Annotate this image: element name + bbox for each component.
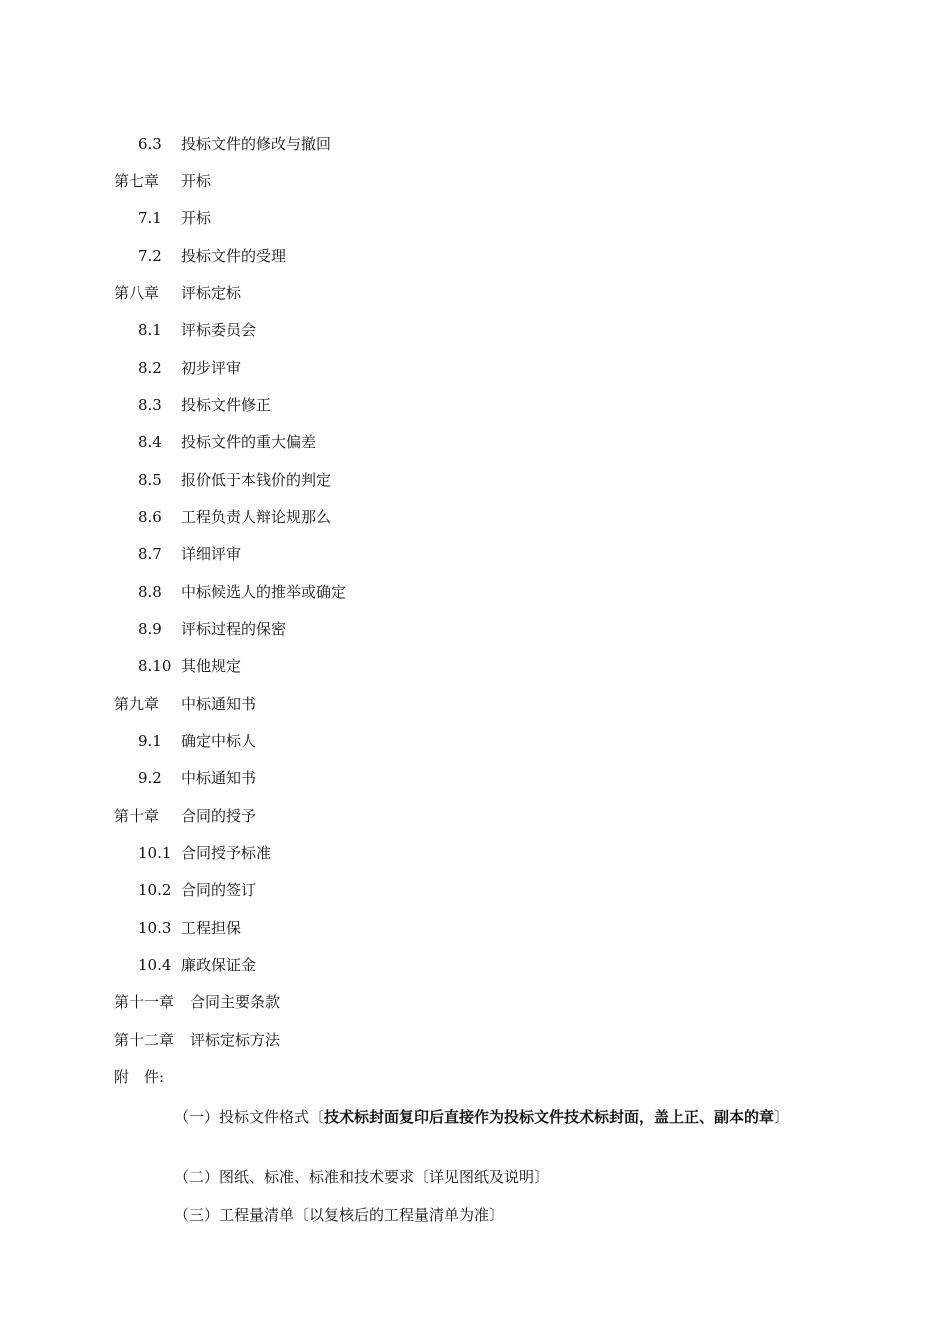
toc-title: 评标过程的保密 [181, 620, 287, 638]
chapter-number: 第八章 [114, 284, 160, 302]
toc-number: 8.5 [138, 471, 162, 489]
toc-number: 10.2 [138, 881, 172, 899]
chapter-title: 中标通知书 [181, 695, 257, 713]
toc-title: 详细评审 [181, 545, 242, 563]
toc-number: 9.2 [138, 769, 162, 787]
toc-number: 8.3 [138, 396, 162, 414]
toc-title: 投标文件的修改与撤回 [181, 135, 332, 153]
toc-number: 10.3 [138, 919, 172, 937]
toc-entry [138, 582, 346, 602]
chapter-number: 第十二章 [114, 1031, 175, 1049]
toc-chapter [114, 806, 256, 826]
chapter-number: 第十一章 [114, 993, 175, 1011]
toc-entry [138, 544, 241, 564]
toc-chapter [114, 1030, 280, 1050]
attachments-label: 附 件: [114, 1068, 165, 1086]
toc-number: 8.8 [138, 583, 162, 601]
toc-entry [138, 918, 241, 938]
toc-entry [138, 358, 241, 378]
toc-title: 廉政保证金 [181, 956, 257, 974]
toc-entry [138, 208, 211, 228]
chapter-title: 合同的授予 [181, 807, 257, 825]
toc-entry [138, 134, 331, 154]
toc-number: 9.1 [138, 732, 162, 750]
toc-entry [138, 395, 271, 415]
toc-number: 8.7 [138, 545, 162, 563]
toc-entry [138, 843, 271, 863]
attachment-bold-text: 技术标封面复印后直接作为投标文件技术标封面，盖上正、副本的章 [324, 1108, 775, 1126]
toc-number: 7.1 [138, 209, 162, 227]
toc-chapter [114, 283, 241, 303]
toc-title: 合同的签订 [181, 881, 257, 899]
toc-title: 合同授予标准 [181, 844, 272, 862]
attachment-suffix: 〕 [774, 1108, 790, 1126]
chapter-title: 评标定标方法 [190, 1031, 281, 1049]
toc-entry [138, 246, 286, 266]
chapter-number: 第七章 [114, 172, 160, 190]
attachment-item-3: （三）工程量清单〔以复核后的工程量清单为准〕 [174, 1206, 505, 1224]
toc-number: 8.9 [138, 620, 162, 638]
toc-entry [138, 955, 256, 975]
toc-number: 7.2 [138, 247, 162, 265]
toc-title: 其他规定 [181, 657, 242, 675]
toc-entry [138, 432, 316, 452]
chapter-title: 合同主要条款 [190, 993, 281, 1011]
toc-number: 6.3 [138, 135, 162, 153]
toc-title: 初步评审 [181, 359, 242, 377]
attachment-text: 投标文件格式〔 [219, 1108, 325, 1126]
toc-title: 投标文件修正 [181, 396, 272, 414]
toc-title: 开标 [181, 209, 212, 227]
attachment-item-1 [114, 1104, 844, 1131]
toc-title: 报价低于本钱价的判定 [181, 471, 332, 489]
toc-chapter [114, 992, 280, 1012]
toc-entry [138, 619, 286, 639]
toc-title: 评标委员会 [181, 321, 257, 339]
toc-entry [138, 507, 331, 527]
toc-title: 工程担保 [181, 919, 242, 937]
toc-number: 8.1 [138, 321, 162, 339]
toc-entry [138, 470, 331, 490]
toc-number: 10.1 [138, 844, 172, 862]
toc-title: 工程负责人辩论规那么 [181, 508, 332, 526]
toc-title: 投标文件的重大偏差 [181, 433, 317, 451]
attachment-item-2: （二）图纸、标准、标准和技术要求〔详见图纸及说明〕 [174, 1168, 550, 1186]
toc-title: 中标候选人的推举或确定 [181, 583, 347, 601]
toc-title: 确定中标人 [181, 732, 257, 750]
toc-chapter [114, 694, 256, 714]
toc-number: 8.10 [138, 657, 172, 675]
chapter-title: 开标 [181, 172, 212, 190]
toc-number: 10.4 [138, 956, 172, 974]
toc-entry [138, 880, 256, 900]
toc-number: 8.6 [138, 508, 162, 526]
chapter-number: 第十章 [114, 807, 160, 825]
toc-entry [138, 731, 256, 751]
toc-number: 8.2 [138, 359, 162, 377]
attachment-prefix: （一） [174, 1108, 220, 1126]
toc-entry [138, 656, 241, 676]
toc-title: 投标文件的受理 [181, 247, 287, 265]
toc-chapter [114, 171, 211, 191]
toc-title: 中标通知书 [181, 769, 257, 787]
chapter-number: 第九章 [114, 695, 160, 713]
toc-number: 8.4 [138, 433, 162, 451]
chapter-title: 评标定标 [181, 284, 242, 302]
toc-entry [138, 768, 256, 788]
toc-entry [138, 320, 256, 340]
